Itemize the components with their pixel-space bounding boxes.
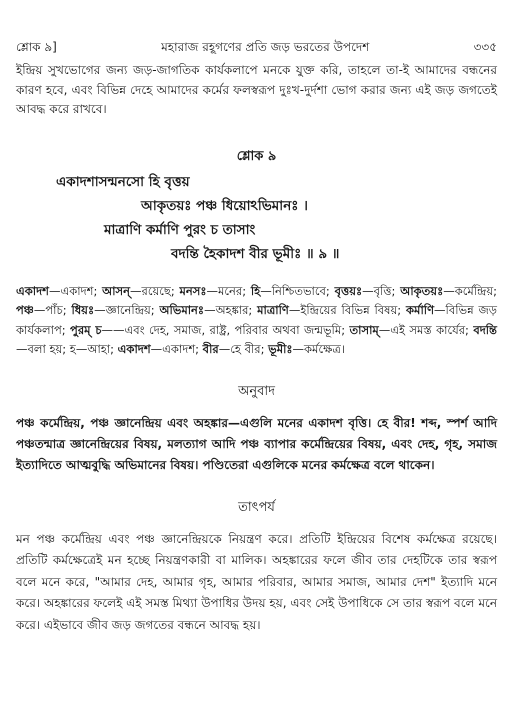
synonym-meaning: —রয়েছে; <box>130 283 180 298</box>
synonym-word: বৃত্তয়ঃ <box>334 283 363 298</box>
synonym-word: বীর <box>202 342 219 356</box>
synonym-word: ধিয়ঃ <box>71 303 95 317</box>
verse-text <box>16 170 497 266</box>
synonym-word: হি <box>250 283 261 298</box>
verse-title: শ্লোক ৯ <box>236 148 277 164</box>
synonym-meaning: —নিশ্চিতভাবে; <box>260 283 335 298</box>
running-header <box>16 0 497 57</box>
synonym-connector: চ <box>90 322 102 337</box>
synonym-meaning: —কর্মক্ষেত্র। <box>292 342 345 356</box>
translation-heading: অনুবাদ <box>238 383 275 399</box>
page-number: ৩৩৫ <box>473 40 497 54</box>
synonym-meaning: —অহঙ্কার; <box>204 303 258 317</box>
synonym-word: একাদশ <box>16 283 49 298</box>
synonym-word: ভূমীঃ <box>268 342 293 356</box>
synonym-meaning: —জ্ঞানেন্দ্রিয়; <box>94 303 160 317</box>
synonym-meaning: —বৃত্তি; <box>362 283 401 298</box>
synonym-meaning: —একাদশ; <box>150 342 203 356</box>
verse-line: মাত্রাণি কর্মাণি পুরং চ তাসাং <box>104 221 256 238</box>
synonym-word: পুরম্ <box>70 322 91 337</box>
synonym-word: অভিমানঃ <box>159 303 205 317</box>
synonym-meaning: —বিভিন্ন জড় কার্যকলাপ; <box>16 303 497 337</box>
purport-heading: তাৎপর্য <box>238 499 275 515</box>
synonym-meaning: —মনের; <box>206 283 251 298</box>
synonym-word: পঞ্চ <box>16 303 34 317</box>
synonym-word: মাত্রাণি <box>257 303 289 317</box>
synonym-word: বদন্তি <box>473 322 497 337</box>
synonym-meaning: —বলা হয়; হ—আহা; <box>16 342 118 356</box>
intro-paragraph: ইন্দ্রিয় সুখভোগের জন্য জড়-জাগতিক কার্যকলাপে মনকে যুক্ত করি, তাহলে তা-ই আমাদের বন্ধনের কারণ হবে, এবং বিভিন্ন দেহে আমাদের কর্মের ফলস্বরূপ দুঃখ-দুর্দশা ভোগ করার জন্য এই জড় জগতেই আবদ্ধ করে রাখবে। <box>16 63 497 116</box>
synonym-word: কর্মাণি <box>406 303 435 317</box>
verse-line: আকৃতয়ঃ পঞ্চ ধিয়োঽভিমানঃ । <box>141 197 309 214</box>
header-verse-ref: শ্লোক ৯] <box>16 40 57 54</box>
synonym-word: মনসঃ <box>179 283 207 298</box>
verse-line: বদন্তি হৈকাদশ বীর ভূমীঃ ॥ ৯ ॥ <box>171 245 340 262</box>
header-chapter-title: মহারাজ রহূগণের প্রতি জড় ভরতের উপদেশ <box>161 40 370 54</box>
synonym-meaning: —একাদশ; <box>48 283 103 298</box>
synonym-meaning: —এবং দেহ, সমাজ, রাষ্ট্র, পরিবার অথবা জন্মভূমি; <box>113 322 350 337</box>
synonym-word: আসন্ <box>102 283 131 298</box>
synonym-meaning: —পাঁচ; <box>33 303 72 317</box>
synonym-meaning: —ইন্দ্রিয়ের বিভিন্ন বিষয়; <box>288 303 407 317</box>
synonym-word: একাদশ <box>117 342 151 356</box>
synonym-meaning: — <box>101 322 114 337</box>
synonym-meaning: —হে বীর; <box>218 342 269 356</box>
word-for-word-synonyms <box>16 282 497 360</box>
synonym-word: আকৃতয়ঃ <box>400 283 444 298</box>
synonym-word: তাসাম্ <box>349 322 379 337</box>
translation-text: পঞ্চ কর্মেন্দ্রিয়, পঞ্চ জ্ঞানেন্দ্রিয় এবং অহঙ্কার—এগুলি মনের একাদশ বৃত্তি। হে বীর! শব্দ, স্পর্শ আদি পঞ্চতন্মাত্র জ্ঞানেন্দ্রিয়ের বিষয়, মলত্যাগ আদি পঞ্চ ব্যাপার কর্মেন্দ্রিয়ের বিষয়, এবং দেহ, গৃহ, সমাজ ইত্যাদিতে আত্মবুদ্ধি অভিমানের বিষয়। পণ্ডিতেরা এগুলিকে মনের কর্মক্ষেত্র বলে থাকেন। <box>16 415 497 472</box>
verse-line: একাদশাসন্মনসো হি বৃত্তয় <box>56 173 190 190</box>
synonym-meaning: —এই সমস্ত কার্যের; <box>378 322 474 337</box>
synonym-meaning: —কর্মেন্দ্রিয়; <box>443 283 498 298</box>
purport-text: মন পঞ্চ কর্মেন্দ্রিয় এবং পঞ্চ জ্ঞানেন্দ্রিয়কে নিয়ন্ত্রণ করে। প্রতিটি ইন্দ্রিয়ের বিশেষ কর্মক্ষেত্র রয়েছে। প্রতিটি কর্মক্ষেত্রেই মন হচ্ছে নিয়ন্ত্রণকারী বা মালিক। অহঙ্কারের ফলে জীব তার দেহটিকে তার স্বরূপ বলে মনে করে, "আমার দেহ, আমার গৃহ, আমার পরিবার, আমার সমাজ, আমার দেশ" ইত্যাদি মনে করে। অহঙ্কারের ফলেই এই সমস্ত মিথ্যা উপাধির উদয় হয়, এবং সেই উপাধিকে সে তার স্বরূপ বলে মনে করে। এইভাবে জীব জড় জগতের বন্ধনে আবদ্ধ হয়। <box>16 531 497 632</box>
